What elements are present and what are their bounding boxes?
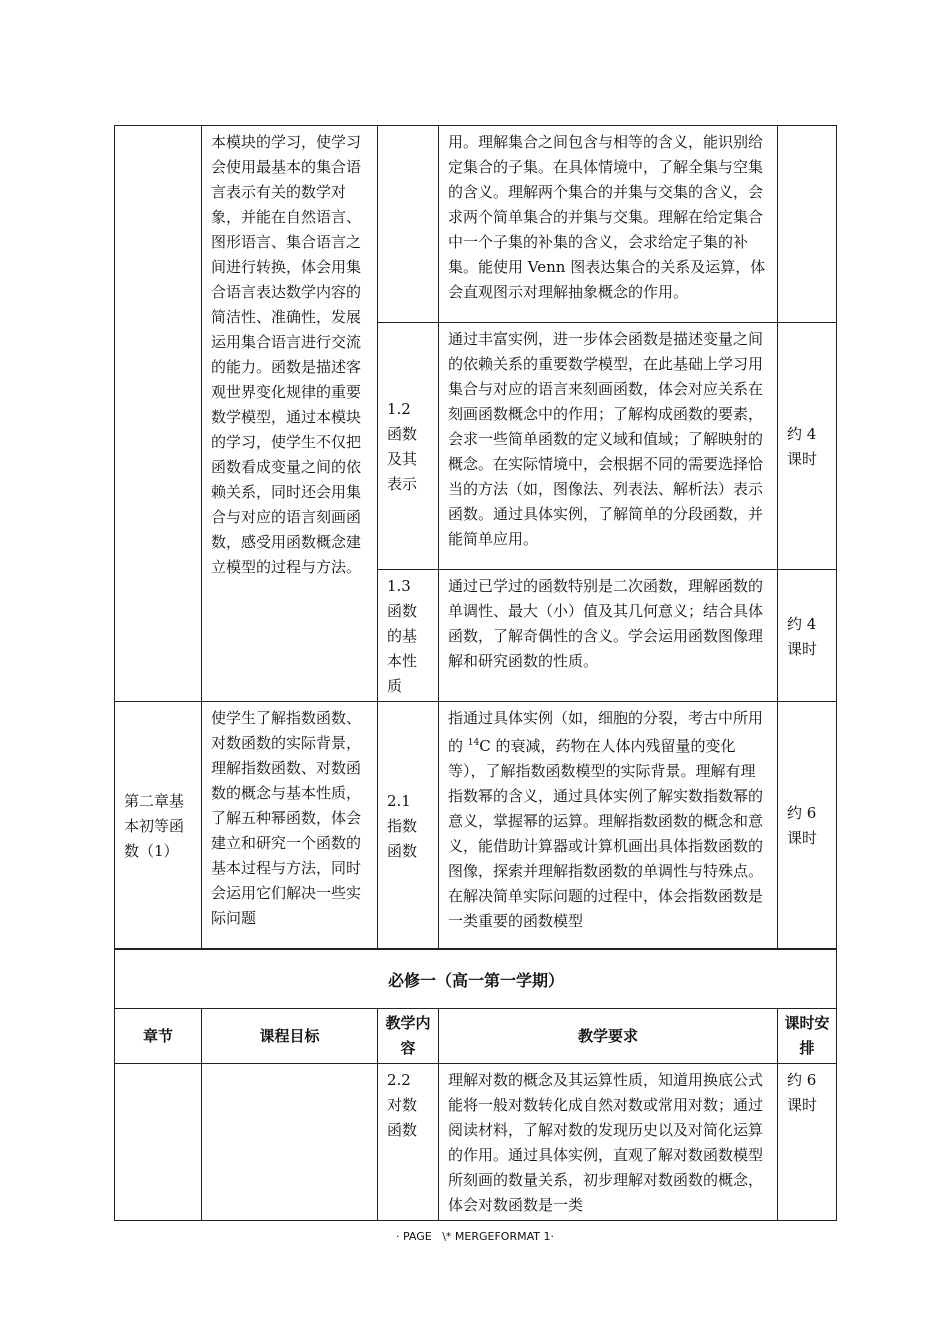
requirement-cell: [439, 1064, 778, 1221]
requirement-cell: [439, 570, 778, 702]
chapter-cell-empty: [115, 1064, 202, 1221]
hours-cell-empty: [778, 126, 837, 323]
requirement-text: 通过已学过的函数特别是二次函数，理解函数的单调性、最大（小）值及其几何意义；结合具体函数，了解奇偶性的含义。学会运用函数图像理解和研究函数的性质。: [448, 577, 764, 670]
requirement-cell: [439, 323, 778, 570]
hours-cell: [778, 1064, 837, 1221]
hours-text: 约 4 课时: [787, 614, 818, 658]
page-footer: · PAGE \* MERGEFORMAT 1·: [396, 1230, 554, 1243]
course-goal-text: 使学生了解指数函数、对数函数的实际背景，理解指数函数、对数函数的概念与基本性质，了解五种幂函数，体会建立和研究一个函数的基本过程与方法，同时会运用它们解决一些实际问题: [211, 709, 362, 927]
hours-text: 约 6 课时: [787, 1071, 818, 1114]
course-goal-text: 本模块的学习，使学习会使用最基本的集合语言表示有关的数学对象，并能在自然语言、图形语言、集合语言之间进行转换，体会用集合语言表达数学内容的简洁性、准确性，发展运用集合语言进行交流的能力。函数是描述客观世界变化规律的重要数学模型，通过本模块的学习，使学生不仅把函数看成变量之间的依赖关系，同时还会用集合与对应的语言刻画函数，感受用函数概念建立模型的过程与方法。: [211, 133, 362, 576]
content-cell: [378, 1064, 439, 1221]
hours-cell: [778, 570, 837, 702]
content-cell: [378, 323, 439, 570]
curriculum-table: [114, 949, 837, 1221]
header-chapter: 章节: [115, 1009, 202, 1064]
header-requirement: 教学要求: [439, 1009, 778, 1064]
requirement-text: 理解对数的概念及其运算性质，知道用换底公式能将一般对数转化成自然对数或常用对数；通过阅读材料，了解对数的发现历史以及对简化运算的作用。通过具体实例，直观了解对数函数模型所刻画的数量关系，初步理解对数函数的概念，体会对数函数是一类: [448, 1071, 764, 1214]
header-goal: 课程目标: [202, 1009, 378, 1064]
requirement-cell: [439, 126, 778, 323]
requirement-text: 通过丰富实例，进一步体会函数是描述变量之间的依赖关系的重要数学模型，在此基础上学习用集合与对应的语言来刻画函数，体会对应关系在刻画函数概念中的作用；了解构成函数的要素，会求一些简单函数的定义域和值域；了解映射的概念。在实际情境中，会根据不同的需要选择恰当的方法（如，图像法、列表法、解析法）表示函数。通过具体实例，了解简单的分段函数，并能简单应用。: [448, 330, 764, 548]
course-goal-cell: [202, 702, 378, 949]
requirement-text-a: 指通过具体实例（如，细胞的分裂，考古中所用的: [448, 709, 764, 755]
course-goal-cell-empty: [202, 1064, 378, 1221]
content-cell: [378, 702, 439, 949]
content-text: 2.2 对数函数: [387, 1071, 418, 1139]
curriculum-table-continued: [114, 125, 837, 949]
hours-cell: [778, 323, 837, 570]
content-text: 1.3 函数的基本性质: [387, 577, 418, 695]
requirement-cell: [439, 702, 778, 949]
content-text: 2.1 指数函数: [387, 791, 418, 860]
content-text: 1.2 函数及其表示: [387, 400, 418, 493]
header-hours: 课时安排: [778, 1009, 837, 1064]
chapter-cell-empty: [115, 126, 202, 702]
table-title-text: 必修一（高一第一学期）: [388, 970, 565, 990]
isotope-superscript: 14: [467, 738, 480, 748]
hours-text: 约 4 课时: [787, 425, 818, 468]
course-goal-cell: [202, 126, 378, 702]
table-title: [115, 950, 837, 1009]
chapter-text: 第二章基本初等函数（1）: [124, 791, 185, 860]
hours-cell: [778, 702, 837, 949]
chapter-cell: [115, 702, 202, 949]
content-cell: [378, 570, 439, 702]
content-cell-empty: [378, 126, 439, 323]
requirement-text-b: C 的衰减，药物在人体内残留量的变化等），了解指数函数模型的实际背景。理解有理指数幂的含义，通过具体实例了解实数指数幂的意义，掌握幂的运算。理解指数函数的概念和意义，能借助计算器或计算机画出具体指数函数的图像，探索并理解指数函数的单调性与特殊点。在解决简单实际问题的过程中，体会指数函数是一类重要的函数模型: [448, 737, 764, 930]
requirement-text: 用。理解集合之间包含与相等的含义，能识别给定集合的子集。在具体情境中，了解全集与空集的含义。理解两个集合的并集与交集的含义，会求两个简单集合的并集与交集。理解在给定集合中一个子集的补集的含义，会求给定子集的补集。能使用 Venn 图表达集合的关系及运算，体会直观图示对理解抽象概念的作用。: [448, 133, 766, 301]
hours-text: 约 6 课时: [787, 804, 818, 847]
header-content: 教学内容: [378, 1009, 439, 1064]
